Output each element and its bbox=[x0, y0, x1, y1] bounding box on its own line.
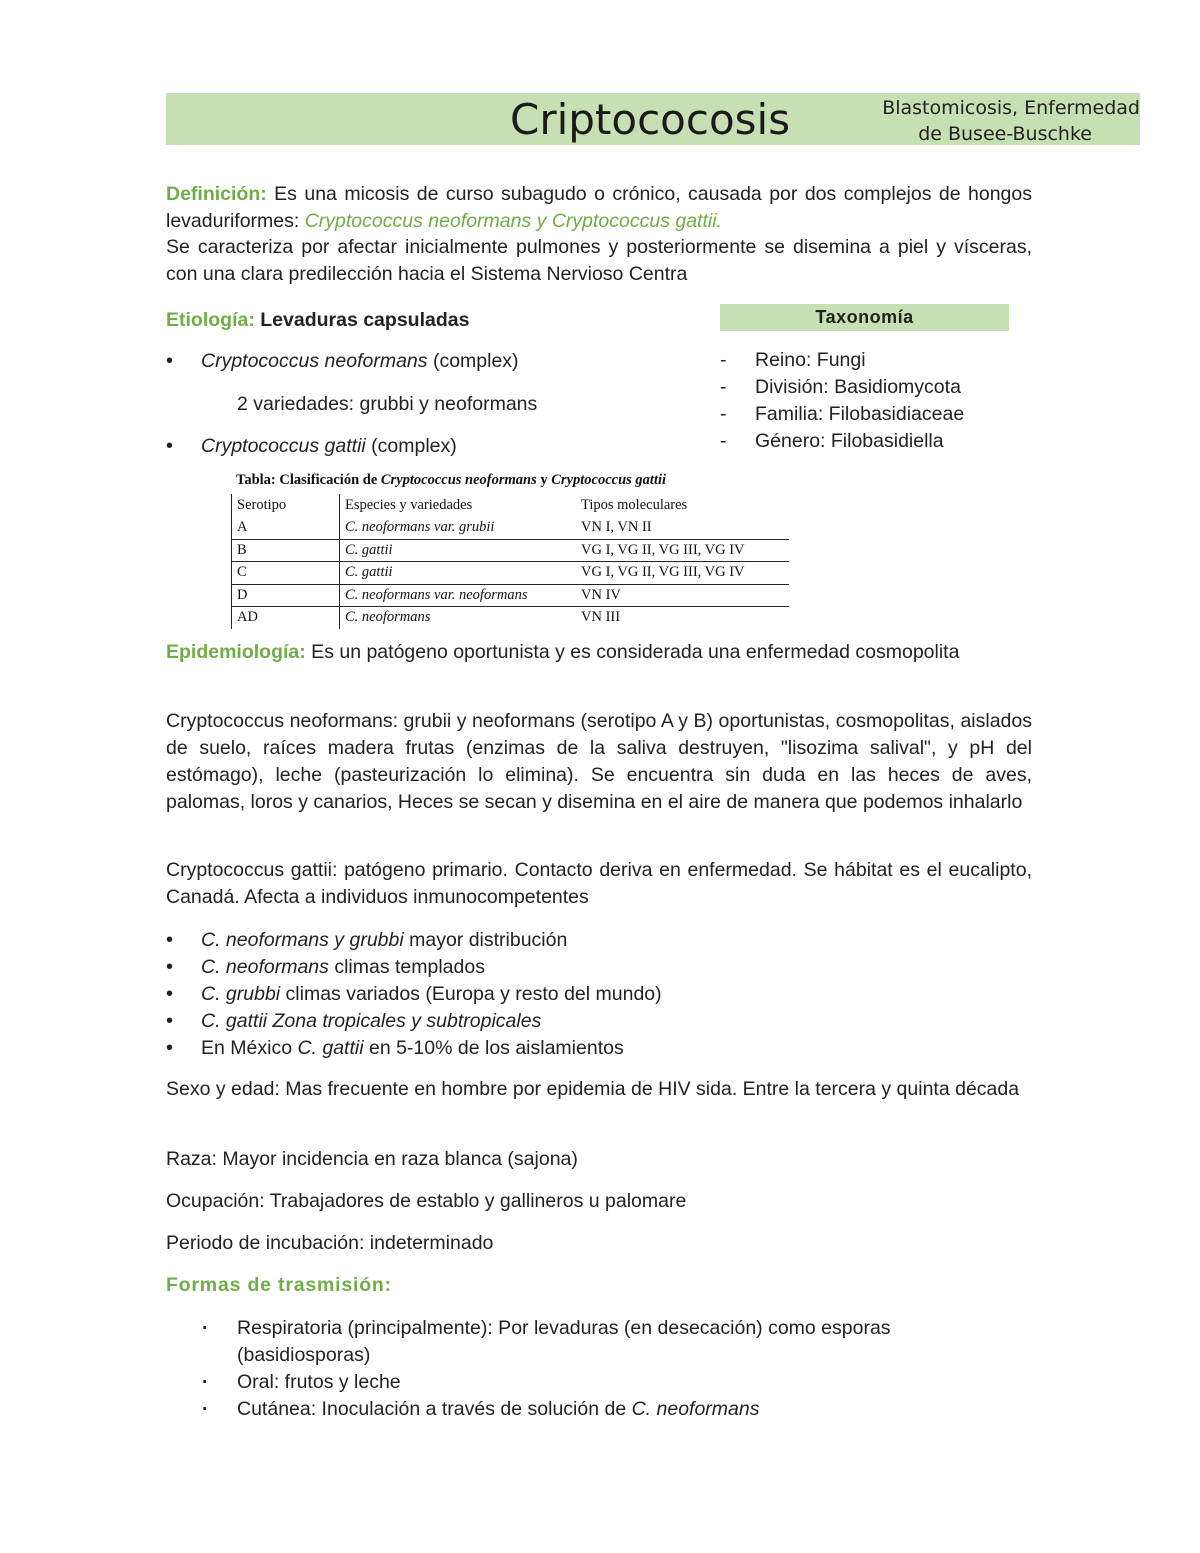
taxonomy-item: - Género: Filobasidiella bbox=[720, 428, 964, 455]
title-block bbox=[166, 93, 1142, 145]
epidemiology-paragraph: Epidemiología: Es un patógeno oportunista y es considerada una enfermedad cosmopolita bbox=[166, 641, 960, 663]
taxonomy-item: - División: Basidiomycota bbox=[720, 374, 964, 401]
list-item: • Cryptococcus gattii (complex) bbox=[166, 433, 686, 459]
list-item: • En México C. gattii en 5-10% de los aislamientos bbox=[166, 1035, 1032, 1062]
definition-paragraph bbox=[166, 181, 1032, 287]
subtitle-line-2: de Busee-Buschke bbox=[918, 123, 1092, 145]
definition-label: Definición: bbox=[166, 183, 267, 205]
page-subtitle bbox=[840, 95, 1140, 147]
transmission-heading: Formas de trasmisión: bbox=[166, 1274, 392, 1296]
occupation-paragraph: Ocupación: Trabajadores de establo y gallineros u palomare bbox=[166, 1190, 687, 1212]
table-title: Tabla: Clasificación de Cryptococcus neoformans y Cryptococcus gattii bbox=[236, 472, 667, 488]
epidemiology-label: Epidemiología: bbox=[166, 641, 306, 663]
table-row: C C. gattii VG I, VG II, VG III, VG IV bbox=[237, 564, 745, 580]
list-item: • C. gattii Zona tropicales y subtropicales bbox=[166, 1008, 1032, 1035]
transmission-list bbox=[202, 1315, 1002, 1423]
table-row: A C. neoformans var. grubii VN I, VN II bbox=[237, 519, 652, 535]
taxonomy-item: - Familia: Filobasidiaceae bbox=[720, 401, 964, 428]
taxonomy-heading: Taxonomía bbox=[720, 304, 1009, 331]
subtitle-line-1: Blastomicosis, Enfermedad bbox=[882, 97, 1140, 119]
page-title: Criptococosis bbox=[510, 95, 791, 144]
table-row: AD C. neoformans VN III bbox=[237, 609, 621, 625]
list-item: · Cutánea: Inoculación a través de solución de C. neoformans bbox=[202, 1396, 1002, 1423]
list-item: · Oral: frutos y leche bbox=[202, 1369, 1002, 1396]
etiology-heading bbox=[166, 307, 469, 333]
etiology-label: Etiología: bbox=[166, 309, 255, 331]
list-item: • Cryptococcus neoformans (complex) bbox=[166, 348, 686, 374]
table-row: D C. neoformans var. neoformans VN IV bbox=[237, 587, 621, 603]
race-paragraph: Raza: Mayor incidencia en raza blanca (sajona) bbox=[166, 1148, 578, 1170]
taxonomy-list bbox=[720, 347, 964, 455]
definition-text: Es una micosis de curso subagudo o crónico, causada por dos complejos de hongos levaduriformes: bbox=[166, 183, 1032, 232]
definition-text-2: Se caracteriza por afectar inicialmente pulmones y posteriormente se disemina a piel y vísceras, con una clara predilección hacia el Sistema Nervioso Centra bbox=[166, 236, 1032, 285]
etiology-list bbox=[166, 348, 686, 459]
classification-table bbox=[231, 472, 791, 629]
taxonomy-item: - Reino: Fungi bbox=[720, 347, 964, 374]
definition-species: Cryptococcus neoformans y Cryptococcus gattii. bbox=[304, 209, 722, 232]
sex-age-paragraph: Sexo y edad: Mas frecuente en hombre por epidemia de HIV sida. Entre la tercera y quinta década bbox=[166, 1078, 1020, 1100]
list-item: • C. neoformans y grubbi mayor distribución bbox=[166, 927, 1032, 954]
list-sub-item: 2 variedades: grubbi y neoformans bbox=[237, 393, 538, 415]
table-row: B C. gattii VG I, VG II, VG III, VG IV bbox=[237, 542, 745, 558]
distribution-list bbox=[166, 927, 1032, 1062]
neoformans-paragraph: Cryptococcus neoformans: grubii y neoformans (serotipo A y B) oportunistas, cosmopolitas, aislados de suelo, raíces madera frutas (enzimas de la saliva destruyen, "lisozima salival", y pH del estómago), leche (pasteurización lo elimina). Se encuentra sin duda en las heces de aves, palomas, loros y canarios, Heces se secan y disemina en el aire de manera que podemos inhalarlo bbox=[166, 710, 1032, 813]
incubation-paragraph: Periodo de incubación: indeterminado bbox=[166, 1232, 494, 1254]
list-item: • C. neoformans climas templados bbox=[166, 954, 1032, 981]
etiology-value: Levaduras capsuladas bbox=[260, 309, 470, 331]
table-header-row: Serotipo Especies y variedades Tipos moleculares bbox=[237, 497, 688, 513]
list-item: · Respiratoria (principalmente): Por levaduras (en desecación) como esporas (basidiosporas) bbox=[202, 1315, 1002, 1369]
list-item: • C. grubbi climas variados (Europa y resto del mundo) bbox=[166, 981, 1032, 1008]
gattii-paragraph: Cryptococcus gattii: patógeno primario. Contacto deriva en enfermedad. Se hábitat es el eucalipto, Canadá. Afecta a individuos inmunocompetentes bbox=[166, 859, 1032, 908]
